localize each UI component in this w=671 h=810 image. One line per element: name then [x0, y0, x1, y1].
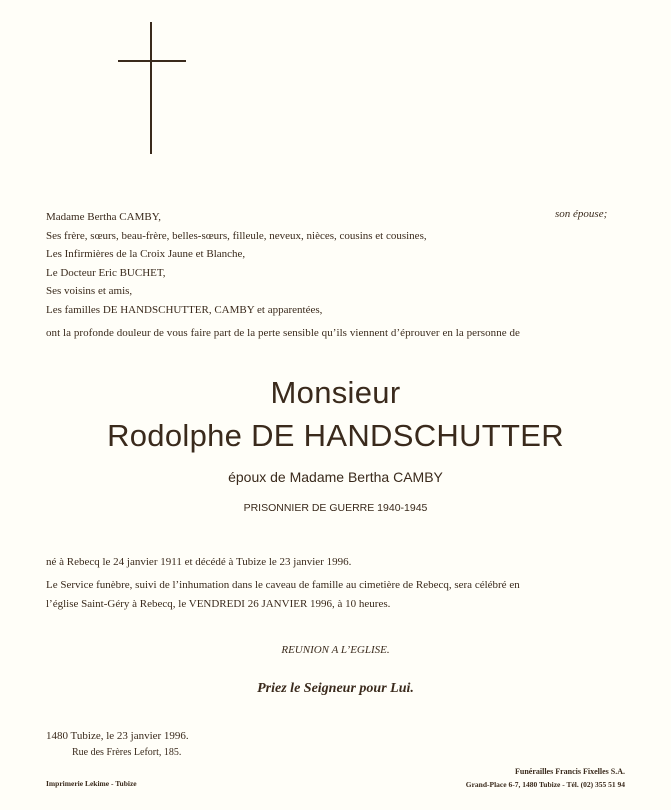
- funeral-home-name: Funérailles Francis Fixelles S.A.: [515, 767, 625, 776]
- printer-credit: Imprimerie Lekime - Tubize: [46, 779, 137, 788]
- family-list: [46, 208, 626, 320]
- family-line: Madame Bertha CAMBY,: [46, 211, 161, 223]
- service-line: l’église Saint-Géry à Rebecq, le VENDREDI 26 JANVIER 1996, à 10 heures.: [46, 598, 391, 610]
- cross-icon: [118, 22, 186, 154]
- family-line: Ses voisins et amis,: [46, 285, 133, 298]
- cross-horizontal-bar: [118, 60, 186, 62]
- service-line: Le Service funèbre, suivi de l’inhumation dans le caveau de famille au cimetière de Rebecq, sera célébré en: [46, 579, 520, 591]
- funeral-home-address: Grand-Place 6-7, 1480 Tubize - Tél. (02) 355 51 94: [465, 780, 625, 789]
- reunion-text: REUNION A L’EGLISE.: [281, 644, 390, 656]
- spouse-note: son épouse;: [555, 208, 608, 220]
- family-address: Rue des Frères Lefort, 185.: [72, 747, 182, 758]
- service-details: [46, 576, 626, 614]
- cross-vertical-bar: [150, 22, 152, 154]
- announcement-text: ont la profonde douleur de vous faire part de la perte sensible qu’ils viennent d’éprouver en la personne de: [46, 327, 520, 339]
- deceased-name: Rodolphe DE HANDSCHUTTER: [107, 418, 564, 453]
- deceased-distinction: PRISONNIER DE GUERRE 1940-1945: [243, 502, 428, 514]
- family-line: Les familles DE HANDSCHUTTER, CAMBY et apparentées,: [46, 303, 323, 316]
- family-line: Les Infirmières de la Croix Jaune et Blanche,: [46, 248, 246, 261]
- birth-death-text: né à Rebecq le 24 janvier 1911 et décédé à Tubize le 23 janvier 1996.: [46, 556, 352, 568]
- deceased-spouse-of: époux de Madame Bertha CAMBY: [228, 469, 443, 485]
- place-date: 1480 Tubize, le 23 janvier 1996.: [46, 730, 189, 742]
- family-line: Le Docteur Eric BUCHET,: [46, 266, 166, 279]
- prayer-text: Priez le Seigneur pour Lui.: [257, 681, 414, 696]
- deceased-honorific: Monsieur: [270, 375, 401, 410]
- family-line: Ses frère, sœurs, beau-frère, belles-sœurs, filleule, neveux, nièces, cousins et cousines,: [46, 229, 427, 242]
